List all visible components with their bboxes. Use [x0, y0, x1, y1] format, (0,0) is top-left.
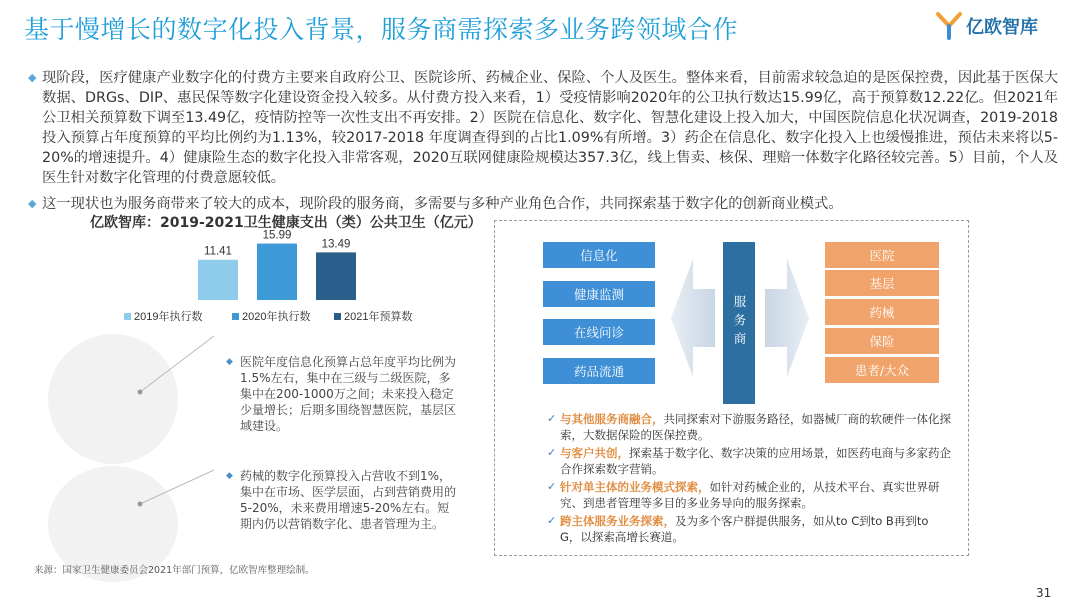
bullet-text: 现阶段，医疗健康产业数字化的付费方主要来自政府公卫、医院诊所、药械企业、保险、个人及医生。整体来看，目前需求较急迫的是医保控费，因此基于医保大数据、DRGs、DIP、惠民保等数字化建设资金投入较多。从付费方投入来看，1）受疫情影响2020年的公卫执行数达15.99亿，高于预算数12.22亿。但2021年公卫相关预算数下调至13.49亿，疫情防控等一次性支出不再安排。2）医院在信息化、数字化、智慧化建设上投入加大，中国医院信息化状况调查，2019-2018投入预算占年度预算的平均比例约为1.13%，较2017-2018 年度调查得到的占比1.09%有所增。3）药企在信息化、数字化投入上也缓慢推进，预估未来将以5-20%的增速提升。4）健康险生态的数字化投入非常客观，2020互联网健康险规模达357.3亿，线上售卖、核保、理赔一体数字化路径较完善。5）目前，个人及医生针对数字化管理的付费意愿较低。	[42, 70, 1058, 186]
point-text: 如针对药械企业的，从技术平台、真实世界研究、到患者管理等多目的多业务导向的服务探索。	[560, 480, 940, 510]
diagram-point	[547, 445, 952, 477]
diamond-icon: ◆	[28, 197, 37, 210]
check-icon: ✓	[547, 412, 557, 425]
logo-icon	[936, 12, 962, 40]
bullet-item	[28, 68, 1058, 188]
page-number: 31	[1036, 586, 1052, 600]
left-arrow-icon	[671, 259, 715, 377]
legend-label: 2021年预算数	[344, 311, 413, 323]
bar-chart	[120, 229, 420, 328]
annotation-text: 医院年度信息化预算占总年度平均比例为1.5%左右，集中在三级与二级医院，多集中在200-1000万之间；未来投入稳定少量增长；后期多围绕智慧医院，基层区域建设。	[240, 355, 457, 433]
service-diagram	[494, 220, 969, 556]
right-arrow-icon	[765, 259, 809, 377]
annotation-text: 药械的数字化预算投入占营收不到1%，集中在市场、医学层面，占到营销费用的5-20%，未来费用增速5-20%左右。短期内仍以营销数字化、患者管理为主。	[240, 469, 457, 531]
logo-text: 亿欧智库	[966, 17, 1038, 38]
bar-value-label: 11.41	[204, 245, 232, 258]
point-bold: 与客户共创，	[560, 446, 629, 460]
bullet-item	[28, 194, 1058, 214]
check-icon: ✓	[547, 514, 557, 527]
left-item-online-consult: 在线问诊	[543, 319, 655, 345]
bar-3	[316, 252, 356, 300]
annotation-hospital	[226, 354, 456, 434]
point-text: 共同探索对下游服务路径，如器械厂商的软硬件一体化探索，大数据保险的医保控费。	[560, 412, 951, 442]
point-bold: 与其他服务商融合，	[560, 412, 664, 426]
page-title: 基于慢增长的数字化投入背景，服务商需探索多业务跨领域合作	[24, 15, 739, 44]
legend-swatch	[124, 313, 131, 320]
legend-swatch	[232, 313, 239, 320]
source-note: 来源：国家卫生健康委员会2021年部门预算，亿欧智库整理绘制。	[34, 565, 315, 576]
diamond-icon: ◆	[28, 71, 37, 84]
diagram-point	[547, 411, 952, 443]
diagram-point	[547, 479, 952, 511]
diamond-icon: ◆	[226, 471, 233, 481]
center-service-provider	[723, 242, 755, 404]
right-item-pharma: 药械	[825, 299, 939, 325]
bar-1	[198, 260, 238, 300]
legend-label: 2020年执行数	[242, 311, 311, 323]
left-item-informatization: 信息化	[543, 242, 655, 268]
right-item-primary-care: 基层	[825, 270, 939, 296]
diagram-points	[547, 411, 952, 547]
diagram-point	[547, 513, 952, 545]
left-item-drug-circulation: 药品流通	[543, 358, 655, 384]
bar-value-label: 15.99	[262, 229, 292, 242]
bullet-list	[28, 68, 1058, 220]
check-icon: ✓	[547, 446, 557, 459]
point-text: 及为多个客户群提供服务，如从to C到to B再到to G，以探索高增长赛道。	[560, 514, 929, 544]
diamond-icon: ◆	[226, 357, 233, 367]
point-bold: 针对单主体的业务模式探索，	[560, 480, 710, 494]
bar-value-label: 13.49	[321, 238, 351, 251]
brand-logo	[936, 10, 1066, 42]
legend-label: 2019年执行数	[134, 311, 203, 323]
check-icon: ✓	[547, 480, 557, 493]
right-item-patients: 患者/大众	[825, 357, 939, 383]
legend-swatch	[334, 313, 341, 320]
annotation-pharma	[226, 468, 456, 532]
right-item-insurance: 保险	[825, 328, 939, 354]
connector-lines	[130, 330, 230, 530]
left-item-health-monitoring: 健康监测	[543, 281, 655, 307]
chart-title: 亿欧智库：2019-2021卫生健康支出（类）公共卫生（亿元）	[90, 215, 482, 231]
center-label: 服务商	[732, 295, 747, 351]
right-item-hospital: 医院	[825, 242, 939, 268]
bar-2	[257, 244, 297, 300]
point-text: 探索基于数字化、数字决策的应用场景，如医药电商与多家药企合作探索数字营销。	[560, 446, 951, 476]
point-bold: 跨主体服务业务探索，	[560, 514, 675, 528]
bullet-text: 这一现状也为服务商带来了较大的成本，现阶段的服务商，多需要与多种产业角色合作，共同探索基于数字化的创新商业模式。	[42, 196, 843, 212]
